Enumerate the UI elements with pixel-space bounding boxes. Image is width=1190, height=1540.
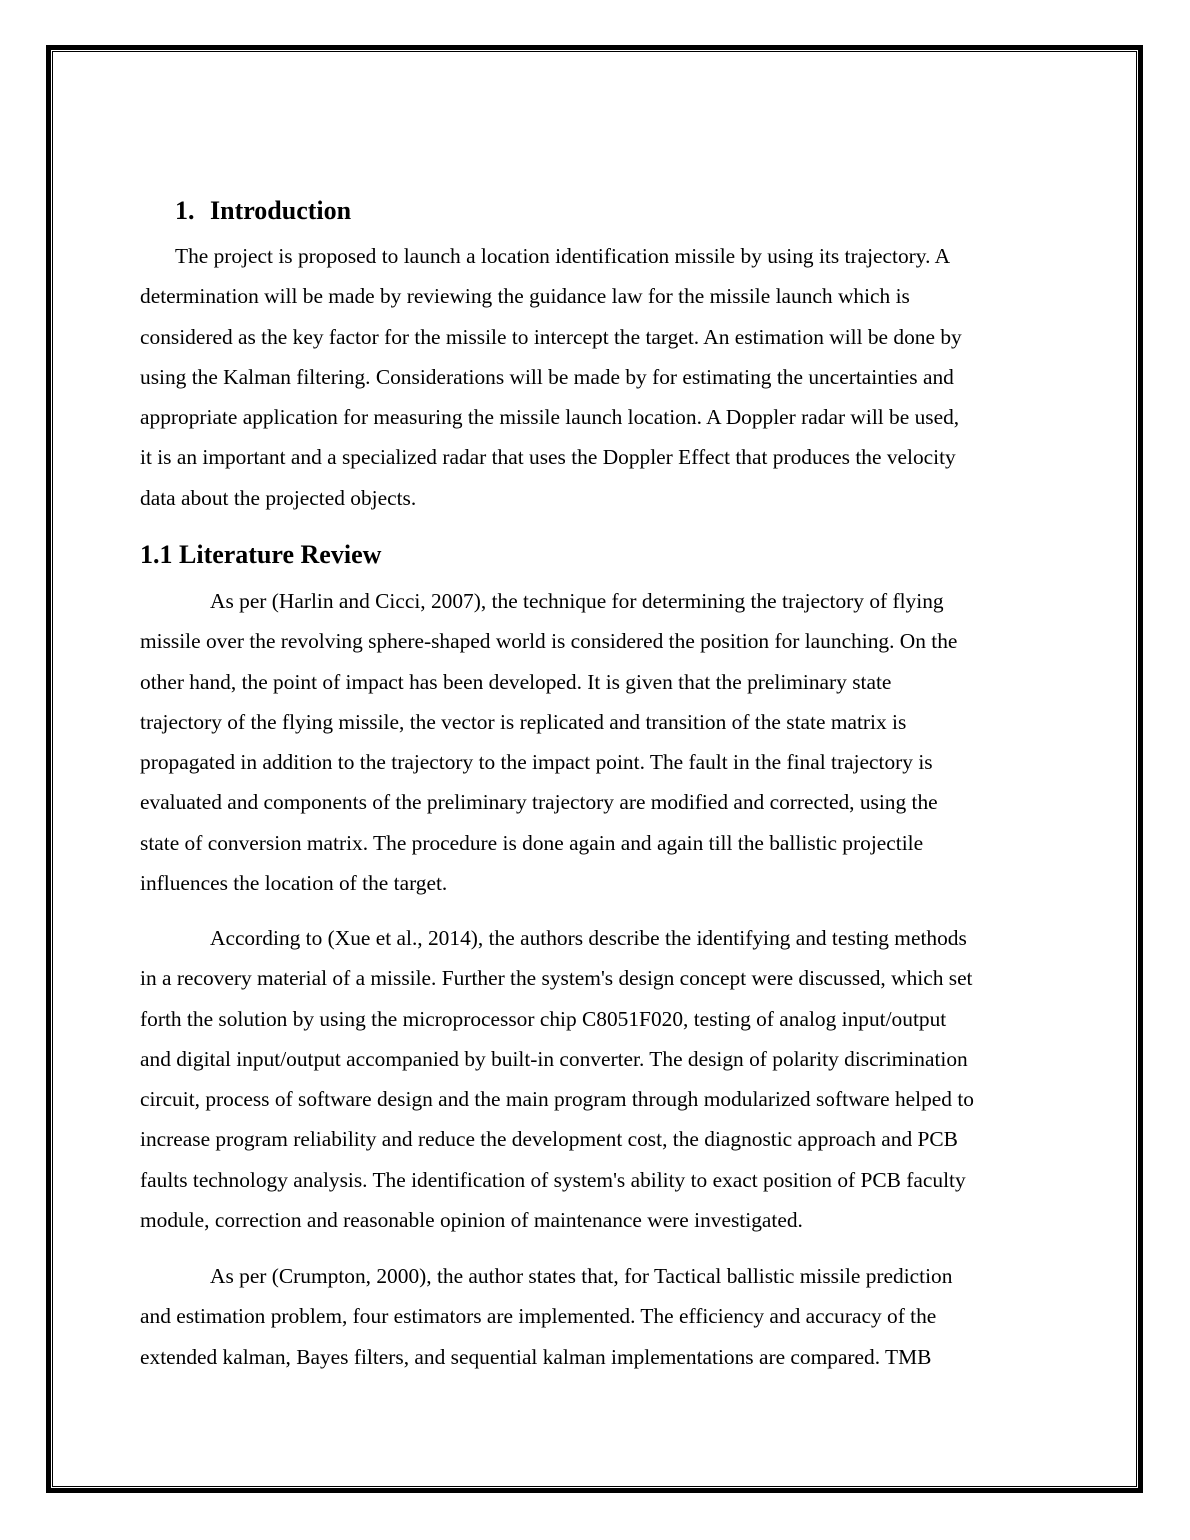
section-number: 1. <box>175 196 195 225</box>
section-title: Introduction <box>210 196 352 225</box>
text-line: in a recovery material of a missile. Further the system's design concept were discussed, which set <box>140 966 973 991</box>
text-line: evaluated and components of the preliminary trajectory are modified and corrected, using the <box>140 790 938 815</box>
text-line: considered as the key factor for the missile to intercept the target. An estimation will be done by <box>140 324 962 349</box>
text-line: circuit, process of software design and the main program through modularized software helped to <box>140 1087 974 1112</box>
text-line: using the Kalman filtering. Considerations will be made by for estimating the uncertainties and <box>140 364 954 389</box>
text-line: propagated in addition to the trajectory to the impact point. The fault in the final trajectory is <box>140 750 933 775</box>
text-line: The project is proposed to launch a location identification missile by using its trajectory. A <box>175 244 951 268</box>
text-line: extended kalman, Bayes filters, and sequential kalman implementations are compared. TMB <box>140 1344 932 1369</box>
text-line: and digital input/output accompanied by built-in converter. The design of polarity discrimination <box>140 1046 968 1071</box>
text-line: As per (Harlin and Cicci, 2007), the technique for determining the trajectory of flying <box>210 589 944 613</box>
literature-paragraph-2 <box>140 918 1055 1240</box>
text-line: missile over the revolving sphere-shaped world is considered the position for launching. On the <box>140 629 958 654</box>
text-line: other hand, the point of impact has been developed. It is given that the preliminary state <box>140 669 892 694</box>
text-line: faults technology analysis. The identification of system's ability to exact position of PCB faculty <box>140 1167 966 1192</box>
text-line: forth the solution by using the microprocessor chip C8051F020, testing of analog input/output <box>140 1006 947 1031</box>
text-line: module, correction and reasonable opinion of maintenance were investigated. <box>140 1208 803 1233</box>
section-heading-introduction <box>175 195 351 227</box>
text-line: and estimation problem, four estimators are implemented. The efficiency and accuracy of the <box>140 1304 937 1329</box>
section-heading-literature-review: 1.1 Literature Review <box>140 540 382 569</box>
text-line: state of conversion matrix. The procedure is done again and again till the ballistic projectile <box>140 830 924 855</box>
text-line: determination will be made by reviewing the guidance law for the missile launch which is <box>140 284 910 309</box>
text-line: appropriate application for measuring the missile launch location. A Doppler radar will be used, <box>140 405 960 430</box>
text-line: According to (Xue et al., 2014), the authors describe the identifying and testing methods <box>210 926 967 950</box>
text-line: it is an important and a specialized radar that uses the Doppler Effect that produces the velocity <box>140 445 956 470</box>
introduction-paragraph <box>140 236 1055 518</box>
literature-paragraph-3 <box>140 1256 1055 1377</box>
literature-paragraph-1 <box>140 581 1055 903</box>
text-line: data about the projected objects. <box>140 485 417 510</box>
text-line: trajectory of the flying missile, the vector is replicated and transition of the state matrix is <box>140 709 907 734</box>
text-line: influences the location of the target. <box>140 871 448 896</box>
text-line: increase program reliability and reduce the development cost, the diagnostic approach and PCB <box>140 1127 958 1152</box>
text-line: As per (Crumpton, 2000), the author states that, for Tactical ballistic missile prediction <box>210 1264 953 1288</box>
